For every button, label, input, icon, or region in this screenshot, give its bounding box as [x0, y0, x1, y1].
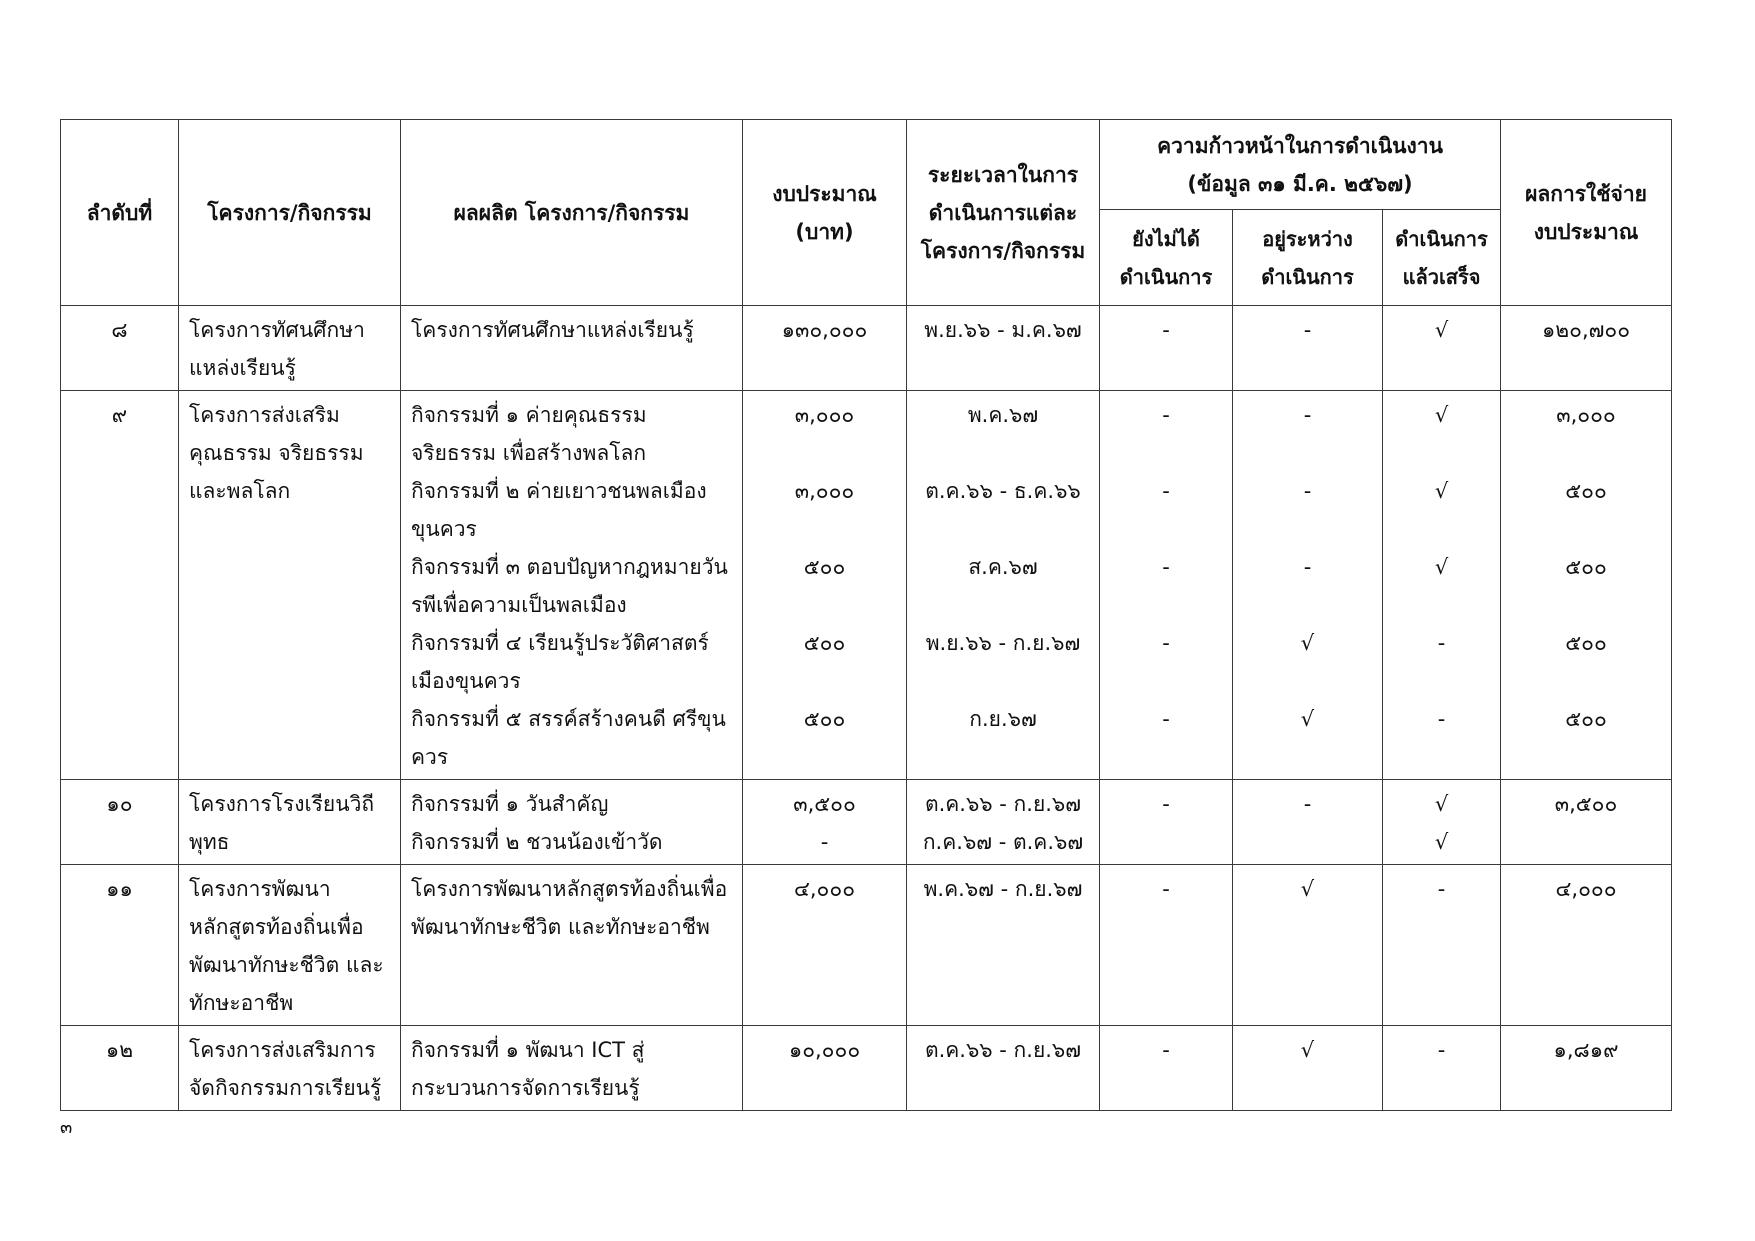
completed-cell: -: [1383, 1026, 1501, 1111]
table-row: [61, 306, 1672, 391]
not-started-cell: - - - - -: [1100, 391, 1233, 780]
header-budget: งบประมาณ (บาท): [743, 120, 907, 306]
table-row: [61, 780, 1672, 865]
budget-cell: ๑๐,๐๐๐: [743, 1026, 907, 1111]
table-header: [61, 120, 1672, 306]
header-spending: ผลการใช้จ่าย งบประมาณ: [1501, 120, 1672, 306]
activity-output: กิจกรรมที่ ๑ ค่ายคุณธรรม จริยธรรม เพื่อสร้างพลโลก: [411, 403, 647, 465]
header-output: ผลผลิต โครงการ/กิจกรรม: [401, 120, 743, 306]
period-cell: ต.ค.๖๖ - ก.ย.๖๗ ก.ค.๖๗ - ต.ค.๖๗: [907, 780, 1100, 865]
budget-cell: ๑๓๐,๐๐๐: [743, 306, 907, 391]
completed-cell: √ √: [1383, 780, 1501, 865]
project-name: โครงการพัฒนา หลักสูตรท้องถิ่นเพื่อ พัฒนาทักษะชีวิต และ ทักษะอาชีพ: [179, 865, 401, 1026]
project-output: โครงการพัฒนาหลักสูตรท้องถิ่นเพื่อ พัฒนาทักษะชีวิต และทักษะอาชีพ: [401, 865, 743, 1026]
spending-cell: ๑๒๐,๗๐๐: [1501, 306, 1672, 391]
not-started-cell: -: [1100, 780, 1233, 865]
project-output: โครงการทัศนศึกษาแหล่งเรียนรู้: [401, 306, 743, 391]
spending-cell: ๔,๐๐๐: [1501, 865, 1672, 1026]
activity-output: กิจกรรมที่ ๓ ตอบปัญหากฎหมายวัน รพีเพื่อความเป็นพลเมือง: [411, 555, 728, 617]
header-no: ลำดับที่: [61, 120, 179, 306]
row-number: ๘: [61, 306, 179, 391]
row-number: ๑๐: [61, 780, 179, 865]
header-project: โครงการ/กิจกรรม: [179, 120, 401, 306]
activity-output: กิจกรรมที่ ๔ เรียนรู้ประวัติศาสตร์ เมืองขุนควร: [411, 631, 709, 693]
row-number: ๑๑: [61, 865, 179, 1026]
not-started-cell: -: [1100, 1026, 1233, 1111]
not-started-cell: -: [1100, 865, 1233, 1026]
table-row: [61, 1026, 1672, 1111]
period-cell: พ.ค.๖๗ - ก.ย.๖๗: [907, 865, 1100, 1026]
row-number: ๙: [61, 391, 179, 780]
table-row: [61, 391, 1672, 780]
spending-cell: ๓,๕๐๐: [1501, 780, 1672, 865]
page-number: ๓: [60, 1117, 73, 1138]
header-in-progress: อยู่ระหว่าง ดำเนินการ: [1233, 210, 1383, 306]
in-progress-cell: -: [1233, 780, 1383, 865]
project-name: โครงการโรงเรียนวิถี พุทธ: [179, 780, 401, 865]
spending-cell: ๑,๘๑๙: [1501, 1026, 1672, 1111]
period-cell: ต.ค.๖๖ - ก.ย.๖๗: [907, 1026, 1100, 1111]
project-name: โครงการส่งเสริม คุณธรรม จริยธรรม และพลโลก: [179, 391, 401, 780]
in-progress-cell: √: [1233, 865, 1383, 1026]
in-progress-cell: √: [1233, 1026, 1383, 1111]
row-number: ๑๒: [61, 1026, 179, 1111]
period-cell: พ.ค.๖๗ ต.ค.๖๖ - ธ.ค.๖๖ ส.ค.๖๗ พ.ย.๖๖ - ก.ย.๖๗ ก.ย.๖๗: [907, 391, 1100, 780]
completed-cell: √: [1383, 306, 1501, 391]
table-row: [61, 865, 1672, 1026]
header-progress: ความก้าวหน้าในการดำเนินงาน (ข้อมูล ๓๑ มี.ค. ๒๕๖๗): [1100, 120, 1501, 210]
spending-cell: ๓,๐๐๐ ๕๐๐ ๕๐๐ ๕๐๐ ๕๐๐: [1501, 391, 1672, 780]
budget-cell: ๓,๕๐๐ -: [743, 780, 907, 865]
not-started-cell: -: [1100, 306, 1233, 391]
budget-cell: ๓,๐๐๐ ๓,๐๐๐ ๕๐๐ ๕๐๐ ๕๐๐: [743, 391, 907, 780]
in-progress-cell: - - - √ √: [1233, 391, 1383, 780]
project-name: โครงการส่งเสริมการ จัดกิจกรรมการเรียนรู้: [179, 1026, 401, 1111]
activity-output: กิจกรรมที่ ๒ ค่ายเยาวชนพลเมือง ขุนควร: [411, 479, 707, 541]
completed-cell: √ √ √ - -: [1383, 391, 1501, 780]
project-output: [401, 391, 743, 780]
in-progress-cell: -: [1233, 306, 1383, 391]
completed-cell: -: [1383, 865, 1501, 1026]
project-output: กิจกรรมที่ ๑ พัฒนา ICT สู่ กระบวนการจัดการเรียนรู้: [401, 1026, 743, 1111]
header-not-started: ยังไม่ได้ ดำเนินการ: [1100, 210, 1233, 306]
budget-cell: ๔,๐๐๐: [743, 865, 907, 1026]
project-output: กิจกรรมที่ ๑ วันสำคัญ กิจกรรมที่ ๒ ชวนน้องเข้าวัด: [401, 780, 743, 865]
project-name: โครงการทัศนศึกษา แหล่งเรียนรู้: [179, 306, 401, 391]
progress-table: [60, 119, 1672, 1111]
period-cell: พ.ย.๖๖ - ม.ค.๖๗: [907, 306, 1100, 391]
header-completed: ดำเนินการ แล้วเสร็จ: [1383, 210, 1501, 306]
header-period: ระยะเวลาในการ ดำเนินการแต่ละ โครงการ/กิจกรรม: [907, 120, 1100, 306]
activity-output: กิจกรรมที่ ๕ สรรค์สร้างคนดี ศรีขุน ควร: [411, 707, 726, 769]
